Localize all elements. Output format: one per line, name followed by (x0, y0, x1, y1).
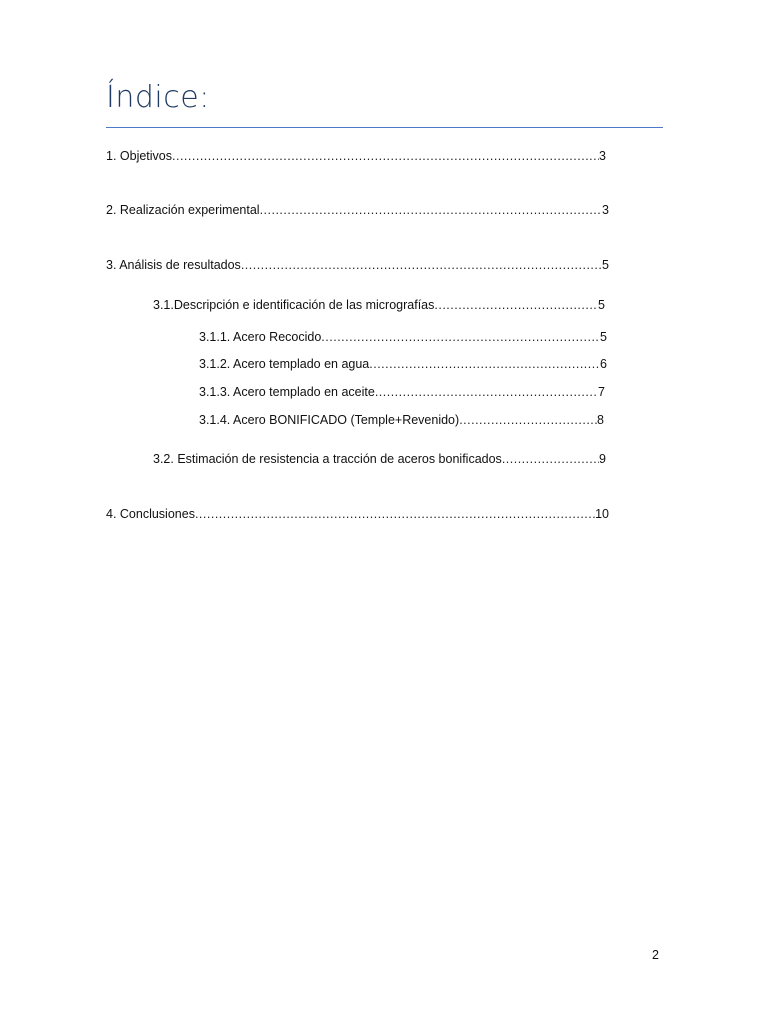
toc-entry-label: 3.1.1. Acero Recocido (199, 330, 322, 344)
toc-entry-acero-templado-aceite[interactable] (199, 384, 605, 400)
toc-leader-dots (459, 412, 597, 428)
toc-leader-dots (241, 257, 602, 273)
title-underline (106, 127, 663, 128)
toc-entry-estimacion-resistencia[interactable] (153, 451, 606, 467)
toc-leader-dots (172, 148, 599, 164)
toc-leader-dots (375, 384, 598, 400)
toc-entry-label: 3.1.3. Acero templado en aceite (199, 385, 375, 399)
toc-entry-page: 6 (600, 357, 607, 371)
toc-entry-conclusiones[interactable] (106, 506, 609, 522)
toc-entry-realizacion-experimental[interactable] (106, 202, 609, 218)
toc-entry-page: 3 (599, 149, 606, 163)
toc-entry-acero-templado-agua[interactable] (199, 356, 607, 372)
toc-entry-objetivos[interactable] (106, 148, 606, 164)
toc-entry-label: 3.1.2. Acero templado en agua (199, 357, 370, 371)
toc-entry-page: 5 (600, 330, 607, 344)
toc-entry-page: 9 (599, 452, 606, 466)
toc-entry-page: 3 (602, 203, 609, 217)
toc-leader-dots (195, 506, 595, 522)
toc-entry-label: 3.1.4. Acero BONIFICADO (Temple+Revenido) (199, 413, 460, 427)
toc-entry-acero-recocido[interactable] (199, 329, 607, 345)
toc-entry-page: 8 (597, 413, 604, 427)
toc-entry-label: 4. Conclusiones (106, 507, 195, 521)
toc-entry-label: 2. Realización experimental (106, 203, 260, 217)
toc-entry-page: 10 (595, 507, 609, 521)
toc-entry-label: 3. Análisis de resultados (106, 258, 241, 272)
toc-entry-page: 7 (598, 385, 605, 399)
toc-leader-dots (321, 329, 600, 345)
toc-leader-dots (260, 202, 602, 218)
toc-entry-acero-bonificado[interactable] (199, 412, 604, 428)
toc-entry-label: 3.1.Descripción e identificación de las micrografías (153, 298, 435, 312)
toc-entry-descripcion-micrografias[interactable] (153, 297, 605, 313)
toc-leader-dots (369, 356, 600, 372)
toc-entry-page: 5 (598, 298, 605, 312)
page-number: 2 (652, 948, 659, 962)
page-title: Índice: (106, 80, 210, 115)
toc-entry-page: 5 (602, 258, 609, 272)
toc-leader-dots (502, 451, 599, 467)
toc-entry-label: 3.2. Estimación de resistencia a tracción de aceros bonificados (153, 452, 502, 466)
toc-entry-label: 1. Objetivos (106, 149, 173, 163)
toc-entry-analisis-de-resultados[interactable] (106, 257, 609, 273)
toc-leader-dots (434, 297, 598, 313)
